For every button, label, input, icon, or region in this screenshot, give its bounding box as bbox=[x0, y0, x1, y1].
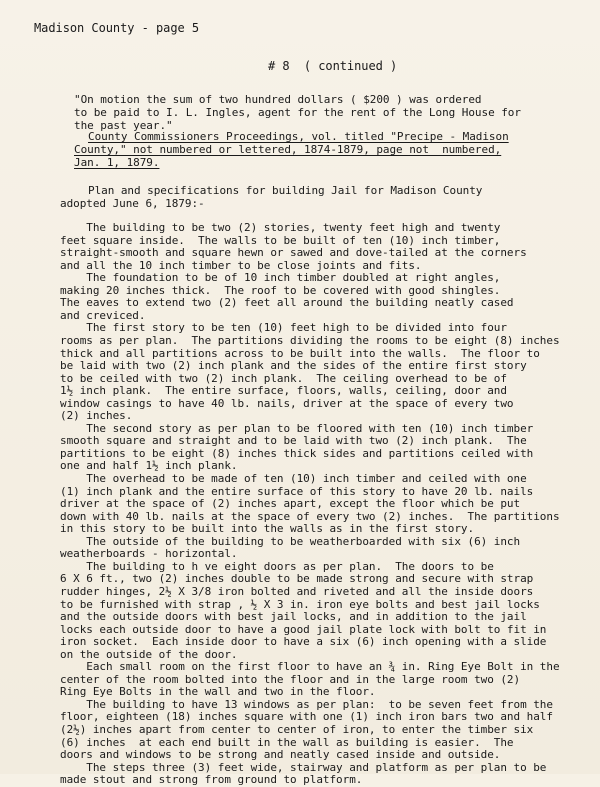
body-line: on the outside of the door. bbox=[60, 647, 238, 661]
body-line: (1) inch plank and the entire surface of this story to have 20 lb. nails bbox=[60, 484, 534, 498]
quote-line: the past year." bbox=[74, 119, 173, 132]
body-line: making 20 inches thick. The roof to be covered with good shingles. bbox=[60, 283, 501, 297]
body-line: The outside of the building to be weatherboarded with six (6) inch bbox=[60, 534, 521, 548]
body-line: weatherboards - horizontal. bbox=[60, 547, 238, 561]
body-line: The overhead to be made of ten (10) inch timber and ceiled with one bbox=[60, 472, 527, 485]
body-line: (2) inches. bbox=[60, 409, 133, 423]
body-line: and creviced. bbox=[60, 308, 146, 322]
intro-line: Plan and specifications for building Jail for Madison County bbox=[88, 184, 483, 197]
body-line: one and half 1½ inch plank. bbox=[60, 459, 238, 473]
body-line: doors and windows to be strong and neatly cased inside and outside. bbox=[60, 748, 501, 762]
body-line: locks each outside door to have a good jail plate lock with bolt to fit in bbox=[60, 622, 547, 636]
quote-line: "On motion the sum of two hundred dollars ( $200 ) was ordered bbox=[74, 93, 482, 106]
body-line: straight-smooth and square hewn or sawed and dove-tailed at the corners bbox=[60, 246, 527, 260]
body-line: be laid with two (2) inch plank and the sides of the entire first story bbox=[60, 359, 527, 373]
body-line: The second story as per plan to be floored with ten (10) inch timber bbox=[60, 421, 534, 435]
body-line: The building to have 13 windows as per plan: to be seven feet from the bbox=[60, 697, 553, 711]
body-line: to be ceiled with two (2) inch plank. The ceiling overhead to be of bbox=[60, 371, 507, 385]
citation-line: Jan. 1, 1879. bbox=[74, 156, 160, 169]
body-line: floor, eighteen (18) inches square with one (1) inch iron bars two and half bbox=[60, 710, 553, 724]
body-line: The building to h ve eight doors as per plan. The doors to be bbox=[60, 559, 494, 573]
body-line: window casings to have 40 lb. nails, driver at the space of every two bbox=[60, 396, 514, 410]
body-line: The first story to be ten (10) feet high to be divided into four bbox=[60, 321, 507, 335]
body-line: (2½) inches apart from center to center of iron, to enter the timber six bbox=[60, 723, 534, 736]
body-line: center of the room bolted into the floor and in the large room two (2) bbox=[60, 672, 521, 686]
body-line: thick and all partitions across to be built into the walls. The floor to bbox=[60, 346, 540, 360]
page-header: Madison County - page 5 bbox=[34, 21, 200, 35]
body-line: The steps three (3) feet wide, stairway and platform as per plan to be bbox=[60, 760, 547, 774]
body-line: to be furnished with strap , ½ X 3 in. iron eye bolts and best jail locks bbox=[60, 597, 540, 611]
body-line: partitions to be eight (8) inches thick sides and partitions ceiled with bbox=[60, 446, 534, 460]
body-line: The building to be two (2) stories, twenty feet high and twenty bbox=[60, 221, 501, 234]
body-line: (6) inches at each end built in the wall as building is easier. The bbox=[60, 735, 514, 749]
body-line: feet square inside. The walls to be built of ten (10) inch timber, bbox=[60, 233, 501, 247]
body-line: The foundation to be of 10 inch timber doubled at right angles, bbox=[60, 271, 501, 285]
body-line: 1½ inch plank. The entire surface, floors, walls, ceiling, door and bbox=[60, 384, 507, 398]
body-line: down with 40 lb. nails at the space of every two (2) inches. The partitions bbox=[60, 509, 560, 523]
body-line: rudder hinges, 2½ X 3/8 iron bolted and riveted and all the inside doors bbox=[60, 584, 534, 598]
section-title: # 8 ( continued ) bbox=[268, 59, 398, 73]
body-line: made stout and strong from ground to platform. bbox=[60, 773, 363, 787]
body-line: 6 X 6 ft., two (2) inches double to be made strong and secure with strap bbox=[60, 572, 534, 586]
body-line: rooms as per plan. The partitions dividing the rooms to be eight (8) inches bbox=[60, 333, 560, 347]
quote-line: to be paid to I. L. Ingles, agent for the rent of the Long House for bbox=[74, 106, 521, 119]
citation-line: County," not numbered or lettered, 1874-1879, page not numbered, bbox=[74, 143, 502, 156]
body-line: iron socket. Each inside door to have a six (6) inch opening with a slide bbox=[60, 635, 547, 649]
body-line: The eaves to extend two (2) feet all around the building neatly cased bbox=[60, 296, 514, 310]
body-line: driver at the space of (2) inches apart, except the floor which be put bbox=[60, 497, 521, 511]
body-line: smooth square and straight and to be laid with two (2) inch plank. The bbox=[60, 434, 527, 448]
body-line: and the outside doors with best jail locks, and in addition to the jail bbox=[60, 610, 527, 624]
body-line: Ring Eye Bolts in the wall and two in the floor. bbox=[60, 685, 376, 699]
body-line: in this story to be built into the walls as in the first story. bbox=[60, 522, 475, 536]
intro-line: adopted June 6, 1879:- bbox=[60, 197, 205, 210]
body-line: and all the 10 inch timber to be close joints and fits. bbox=[60, 258, 422, 272]
citation-line: County Commissioners Proceedings, vol. titled "Precipe - Madison bbox=[88, 130, 509, 143]
body-line: Each small room on the first floor to have an ¾ in. Ring Eye Bolt in the bbox=[60, 660, 560, 674]
